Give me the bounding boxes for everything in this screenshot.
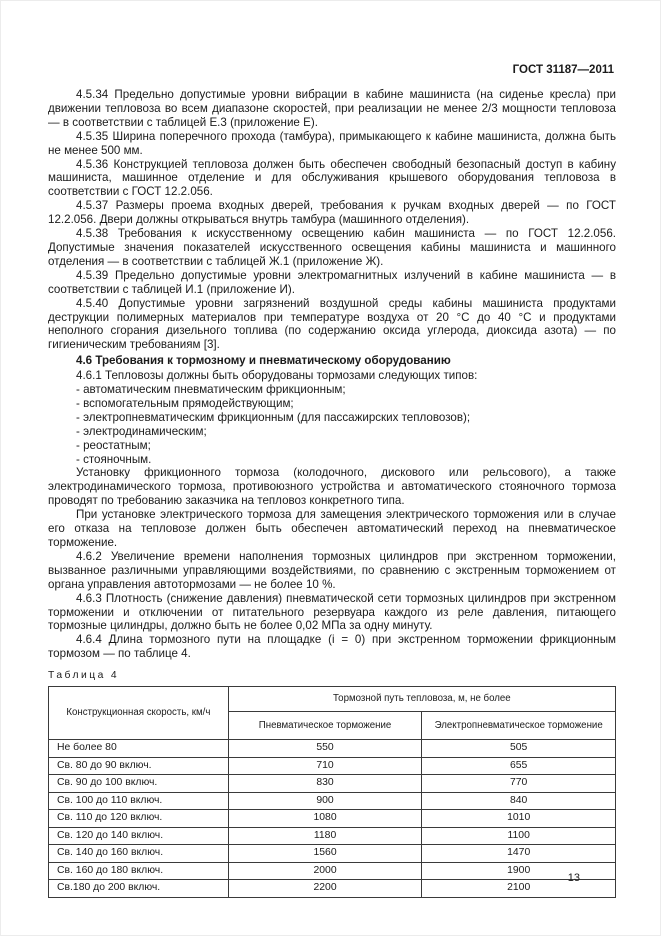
electro-value-cell: 1900 xyxy=(422,862,616,880)
table-row xyxy=(49,757,616,775)
paragraph-4-5-38: 4.5.38 Требования к искусственному освещению кабин машиниста — по ГОСТ 12.2.056. Допустимые значения показателей искусственного освещения кабины машиниста и машинного отделения — в соответствии с таблицей Ж.1 (приложение Ж). xyxy=(48,227,616,268)
pneumatic-value-cell: 900 xyxy=(228,792,422,810)
pneumatic-column-header: Пневматическое торможение xyxy=(228,711,422,740)
table-row xyxy=(49,775,616,793)
electro-value-cell: 840 xyxy=(422,792,616,810)
electro-value-cell: 770 xyxy=(422,775,616,793)
paragraph-4-6-4: 4.6.4 Длина тормозного пути на площадке (i = 0) при экстренном торможении фрикционным тормозом — по таблице 4. xyxy=(48,633,616,661)
paragraph-4-5-35: 4.5.35 Ширина поперечного прохода (тамбура), примыкающего к кабине машиниста, должна быть не менее 500 мм. xyxy=(48,129,616,157)
electro-value-cell: 655 xyxy=(422,757,616,775)
braking-distance-group-header: Тормозной путь тепловоза, м, не более xyxy=(228,687,615,712)
table-caption-number: 4 xyxy=(110,670,117,682)
pneumatic-value-cell: 830 xyxy=(228,775,422,793)
electro-value-cell: 2100 xyxy=(422,880,616,898)
paragraph-4-6-1: 4.6.1 Тепловозы должны быть оборудованы тормозами следующих типов: xyxy=(76,369,478,383)
speed-cell: Св. 120 до 140 включ. xyxy=(49,827,229,845)
pneumatic-value-cell: 550 xyxy=(228,740,422,758)
page-number: 13 xyxy=(567,872,580,884)
table-row xyxy=(49,792,616,810)
speed-cell: Св. 80 до 90 включ. xyxy=(49,757,229,775)
table-row xyxy=(49,862,616,880)
speed-cell: Св. 100 до 110 включ. xyxy=(49,792,229,810)
pneumatic-value-cell: 1180 xyxy=(228,827,422,845)
paragraph-4-5-36: 4.5.36 Конструкцией тепловоза должен быть обеспечен свободный безопасный доступ в кабину машиниста, машинное отделение и для обслуживания крышевого оборудования тепловоза в соответствии с ГОСТ 12.2.056. xyxy=(48,157,616,199)
pneumatic-value-cell: 2200 xyxy=(228,880,422,898)
brake-type-item: - электропневматическим фрикционным (для пассажирских тепловозов); xyxy=(76,410,471,424)
braking-distance-table xyxy=(48,686,616,898)
electro-value-cell: 1100 xyxy=(422,827,616,845)
pneumatic-value-cell: 710 xyxy=(228,757,422,775)
paragraph-4-5-37: 4.5.37 Размеры проема входных дверей, требования к ручкам входных дверей — по ГОСТ 12.2.056. Двери должны открываться внутрь тамбура (машинного отделения). xyxy=(48,199,616,227)
paragraph-electric-brake: При установке электрического тормоза для замещения электрического торможения или в случае его отказа на тепловозе должен быть обеспечен автоматический переход на пневматическое торможение. xyxy=(48,508,616,549)
table-row xyxy=(49,880,616,898)
electropneumatic-column-header: Электропневматическое торможение xyxy=(422,711,616,740)
table-row xyxy=(49,810,616,828)
speed-cell: Св. 110 до 120 включ. xyxy=(49,810,229,828)
electro-value-cell: 505 xyxy=(422,740,616,758)
brake-type-item: - электродинамическим; xyxy=(76,424,207,438)
table-caption-label: Таблица xyxy=(48,670,106,682)
doc-number: ГОСТ 31187—2011 xyxy=(512,64,614,76)
speed-column-header: Конструкционная скорость, км/ч xyxy=(49,687,229,740)
paragraph-4-5-39: 4.5.39 Предельно допустимые уровни электромагнитных излучений в кабине машиниста — в соответствии с таблицей И.1 (приложение И). xyxy=(48,268,616,296)
table-row xyxy=(49,740,616,758)
paragraph-4-6-2: 4.6.2 Увеличение времени наполнения тормозных цилиндров при экстренном торможении, вызванное различными управляющими воздействиями, по сравнению с экстренным торможением от органа управления автотормозами — не более 10 %. xyxy=(48,549,616,591)
electro-value-cell: 1470 xyxy=(422,845,616,863)
speed-cell: Св. 160 до 180 включ. xyxy=(49,862,229,880)
brake-type-item: - стояночным. xyxy=(76,452,152,466)
speed-cell: Не более 80 xyxy=(49,740,229,758)
paragraph-friction-brake: Установку фрикционного тормоза (колодочного, дискового или рельсового), а также электродинамического тормоза, противоюзного устройства и автоматического стояночного тормоза проводят по требованию заказчика на тепловоз конкретного типа. xyxy=(48,466,616,508)
electro-value-cell: 1010 xyxy=(422,810,616,828)
pneumatic-value-cell: 2000 xyxy=(228,862,422,880)
table-caption xyxy=(48,669,616,683)
brake-type-item: - реостатным; xyxy=(76,438,151,452)
pneumatic-value-cell: 1560 xyxy=(228,845,422,863)
paragraph-4-5-34: 4.5.34 Предельно допустимые уровни вибрации в кабине машиниста (на сиденье кресла) при движении тепловоза во всем диапазоне скоростей, при реализации не менее 2/3 мощности тепловоза — в соответствии с таблицей Е.3 (приложение Е). xyxy=(48,88,616,129)
paragraph-4-6-3: 4.6.3 Плотность (снижение давления) пневматической сети тормозных цилиндров при экстренном торможении и отключении от питательного резервуара каждого из реле давления, питающего тормозные цилиндры, должно быть не более 0,02 МПа за одну минуту. xyxy=(48,591,616,633)
speed-cell: Св. 140 до 160 включ. xyxy=(49,845,229,863)
table-row xyxy=(49,845,616,863)
table-row xyxy=(49,827,616,845)
speed-cell: Св.180 до 200 включ. xyxy=(49,880,229,898)
brake-type-item: - вспомогательным прямодействующим; xyxy=(76,396,294,410)
pneumatic-value-cell: 1080 xyxy=(228,810,422,828)
document-content xyxy=(48,88,616,898)
speed-cell: Св. 90 до 100 включ. xyxy=(49,775,229,793)
section-heading-4-6: 4.6 Требования к тормозному и пневматическому оборудованию xyxy=(76,354,451,368)
paragraph-4-5-40: 4.5.40 Допустимые уровни загрязнений воздушной среды кабины машиниста продуктами деструкции полимерных материалов при температуре воздуха от 20 °С до 40 °С и продуктами неполного сгорания дизельного топлива (по содержанию оксида углерода, диоксида азота) — по гигиеническим требованиям [3]. xyxy=(48,296,616,352)
table-header-row-group xyxy=(49,687,616,712)
brake-type-item: - автоматическим пневматическим фрикционным; xyxy=(76,383,346,397)
